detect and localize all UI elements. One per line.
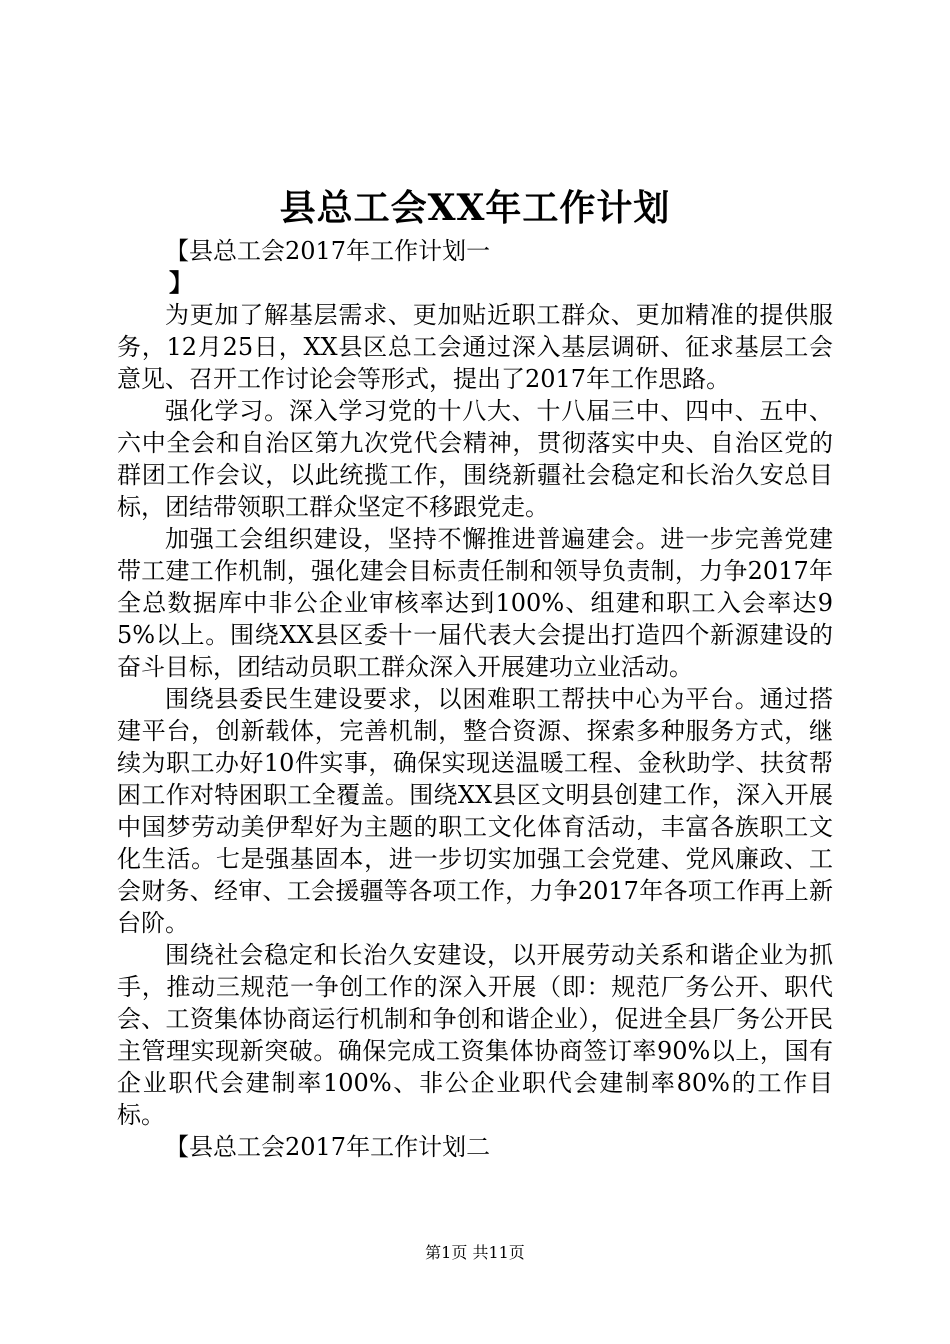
paragraph-livelihood: 围绕县委民生建设要求，以困难职工帮扶中心为平台。通过搭建平台，创新载体，完善机制，整合资源、探索多种服务方式，继续为职工办好10件实事，确保实现送温暖工程、金秋助学、扶贫帮困工作对特困职工全覆盖。围绕XX县区文明县创建工作，深入开展中国梦劳动美伊犁好为主题的职工文化体育活动，丰富各族职工文化生活。七是强基固本，进一步切实加强工会党建、党风廉政、工会财务、经审、工会援疆等各项工作，力争2017年各项工作再上新台阶。 <box>117 685 833 937</box>
paragraph-study: 强化学习。深入学习党的十八大、十八届三中、四中、五中、六中全会和自治区第九次党代会精神，贯彻落实中央、自治区党的群团工作会议，以此统揽工作，围绕新疆社会稳定和长治久安总目标，团结带领职工群众坚定不移跟党走。 <box>117 397 833 521</box>
document-title: 县总工会XX年工作计划 <box>279 187 671 229</box>
page-footer: 第1页 共11页 <box>425 1243 525 1262</box>
document-body <box>117 235 833 1163</box>
section-one-close-bracket: 】 <box>169 268 193 297</box>
section-one-heading: 【县总工会2017年工作计划一 <box>165 237 491 265</box>
paragraph-intro: 为更加了解基层需求、更加贴近职工群众、更加精准的提供服务，12月25日，XX县区总工会通过深入基层调研、征求基层工会意见、召开工作讨论会等形式，提出了2017年工作思路。 <box>117 301 833 393</box>
paragraph-stability: 围绕社会稳定和长治久安建设，以开展劳动关系和谐企业为抓手，推动三规范一争创工作的深入开展（即：规范厂务公开、职代会、工资集体协商运行机制和争创和谐企业），促进全县厂务公开民主管理实现新突破。确保完成工资集体协商签订率90%以上，国有企业职代会建制率100%、非公企业职代会建制率80%的工作目标。 <box>117 941 833 1129</box>
paragraph-organization: 加强工会组织建设，坚持不懈推进普遍建会。进一步完善党建带工建工作机制，强化建会目标责任制和领导负责制，力争2017年全总数据库中非公企业审核率达到100%、组建和职工入会率达95%以上。围绕XX县区委十一届代表大会提出打造四个新源建设的奋斗目标，团结动员职工群众深入开展建功立业活动。 <box>117 525 833 681</box>
section-two-heading: 【县总工会2017年工作计划二 <box>165 1133 491 1161</box>
